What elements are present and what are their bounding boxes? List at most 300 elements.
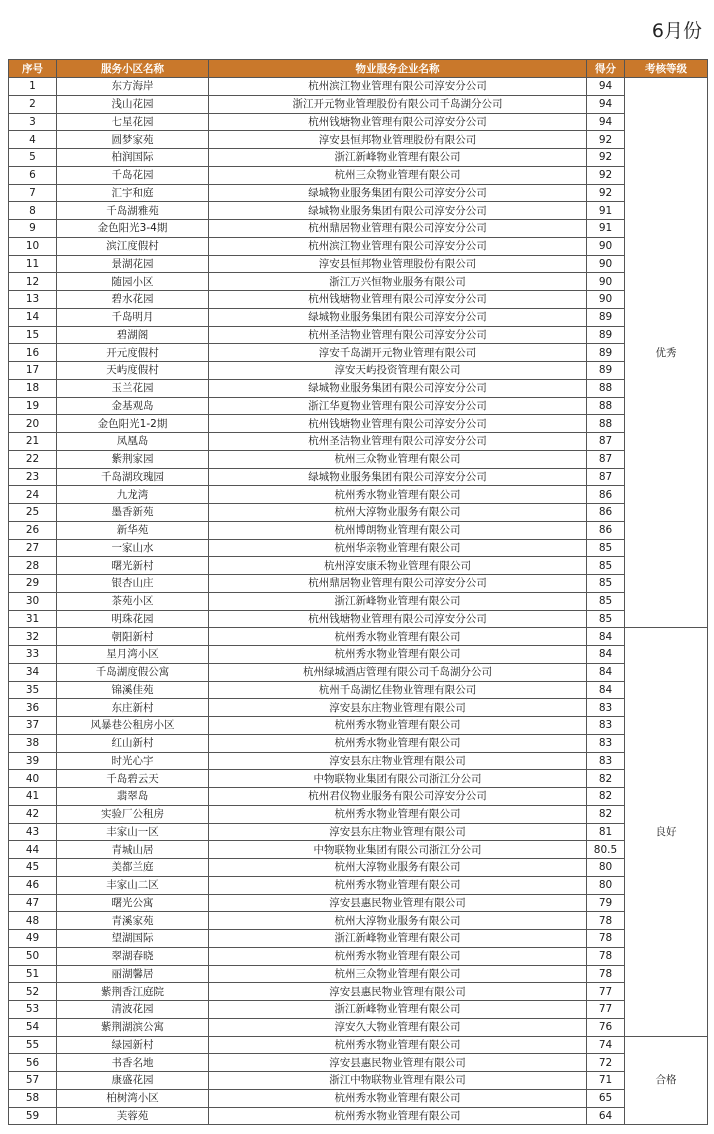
cell-company: 杭州秀水物业管理有限公司 (209, 1089, 587, 1107)
cell-index: 58 (9, 1089, 57, 1107)
table-row (9, 1072, 708, 1090)
table-row (9, 592, 708, 610)
cell-index: 38 (9, 734, 57, 752)
table-row (9, 220, 708, 238)
cell-community: 金基观岛 (57, 397, 209, 415)
cell-company: 杭州滨江物业管理有限公司淳安分公司 (209, 78, 587, 96)
cell-score: 85 (587, 592, 625, 610)
table-row (9, 521, 708, 539)
cell-company: 杭州钱塘物业管理有限公司淳安分公司 (209, 610, 587, 628)
cell-index: 46 (9, 876, 57, 894)
cell-score: 76 (587, 1018, 625, 1036)
cell-score: 88 (587, 415, 625, 433)
table-row (9, 947, 708, 965)
table-row (9, 912, 708, 930)
table-row (9, 841, 708, 859)
table-row (9, 1018, 708, 1036)
cell-community: 千岛湖雅苑 (57, 202, 209, 220)
cell-community: 翡翠岛 (57, 788, 209, 806)
cell-community: 浅山花园 (57, 95, 209, 113)
cell-score: 90 (587, 273, 625, 291)
cell-company: 杭州三众物业管理有限公司 (209, 450, 587, 468)
table-row (9, 770, 708, 788)
cell-score: 90 (587, 255, 625, 273)
cell-community: 碧水花园 (57, 291, 209, 309)
cell-community: 碧湖阁 (57, 326, 209, 344)
cell-company: 杭州秀水物业管理有限公司 (209, 717, 587, 735)
cell-index: 26 (9, 521, 57, 539)
cell-score: 82 (587, 788, 625, 806)
cell-score: 92 (587, 184, 625, 202)
cell-community: 凤凰岛 (57, 433, 209, 451)
cell-company: 淳安千岛湖开元物业管理有限公司 (209, 344, 587, 362)
table-row (9, 788, 708, 806)
cell-index: 25 (9, 504, 57, 522)
cell-company: 浙江华夏物业管理有限公司淳安分公司 (209, 397, 587, 415)
table-row (9, 149, 708, 167)
cell-index: 47 (9, 894, 57, 912)
cell-score: 86 (587, 504, 625, 522)
column-header-score: 得分 (587, 60, 625, 78)
cell-community: 千岛湖度假公寓 (57, 663, 209, 681)
cell-community: 紫荆湖滨公寓 (57, 1018, 209, 1036)
cell-index: 7 (9, 184, 57, 202)
cell-community: 丽湖馨居 (57, 965, 209, 983)
cell-index: 43 (9, 823, 57, 841)
cell-community: 七星花园 (57, 113, 209, 131)
cell-community: 青城山居 (57, 841, 209, 859)
cell-company: 绿城物业服务集团有限公司淳安分公司 (209, 184, 587, 202)
cell-score: 80 (587, 859, 625, 877)
cell-score: 92 (587, 131, 625, 149)
cell-company: 杭州华亲物业管理有限公司 (209, 539, 587, 557)
cell-community: 书香名地 (57, 1054, 209, 1072)
cell-score: 80.5 (587, 841, 625, 859)
cell-company: 淳安县东庄物业管理有限公司 (209, 699, 587, 717)
cell-index: 21 (9, 433, 57, 451)
cell-score: 89 (587, 326, 625, 344)
cell-company: 绿城物业服务集团有限公司淳安分公司 (209, 202, 587, 220)
cell-company: 浙江新峰物业管理有限公司 (209, 149, 587, 167)
cell-score: 90 (587, 237, 625, 255)
cell-index: 30 (9, 592, 57, 610)
cell-score: 78 (587, 965, 625, 983)
cell-index: 53 (9, 1001, 57, 1019)
table-row (9, 78, 708, 96)
cell-company: 杭州秀水物业管理有限公司 (209, 876, 587, 894)
cell-score: 77 (587, 983, 625, 1001)
cell-company: 中物联物业集团有限公司浙江分公司 (209, 841, 587, 859)
cell-company: 淳安县惠民物业管理有限公司 (209, 894, 587, 912)
column-header-grade: 考核等级 (625, 60, 708, 78)
cell-score: 84 (587, 628, 625, 646)
table-row (9, 308, 708, 326)
cell-score: 83 (587, 734, 625, 752)
cell-index: 39 (9, 752, 57, 770)
table-header-row (9, 60, 708, 78)
table-row (9, 575, 708, 593)
cell-score: 92 (587, 166, 625, 184)
table-row (9, 202, 708, 220)
cell-score: 64 (587, 1107, 625, 1125)
cell-company: 杭州鼎居物业管理有限公司淳安分公司 (209, 220, 587, 238)
table-row (9, 362, 708, 380)
table-row (9, 876, 708, 894)
cell-index: 24 (9, 486, 57, 504)
cell-index: 23 (9, 468, 57, 486)
cell-company: 杭州博朗物业管理有限公司 (209, 521, 587, 539)
cell-score: 94 (587, 113, 625, 131)
cell-community: 新华苑 (57, 521, 209, 539)
cell-company: 杭州君仪物业服务有限公司淳安分公司 (209, 788, 587, 806)
cell-community: 圆梦家苑 (57, 131, 209, 149)
cell-community: 红山新村 (57, 734, 209, 752)
cell-index: 45 (9, 859, 57, 877)
table-row (9, 646, 708, 664)
cell-score: 82 (587, 770, 625, 788)
cell-score: 89 (587, 308, 625, 326)
table-row (9, 95, 708, 113)
cell-score: 88 (587, 397, 625, 415)
cell-company: 杭州淳安康禾物业管理有限公司 (209, 557, 587, 575)
cell-index: 29 (9, 575, 57, 593)
cell-community: 紫荆家园 (57, 450, 209, 468)
table-row (9, 681, 708, 699)
cell-index: 22 (9, 450, 57, 468)
table-row (9, 717, 708, 735)
table-row (9, 291, 708, 309)
cell-score: 92 (587, 149, 625, 167)
cell-community: 一家山水 (57, 539, 209, 557)
cell-index: 16 (9, 344, 57, 362)
table-row (9, 113, 708, 131)
cell-index: 57 (9, 1072, 57, 1090)
table-row (9, 699, 708, 717)
cell-company: 淳安县东庄物业管理有限公司 (209, 823, 587, 841)
cell-community: 芙蓉苑 (57, 1107, 209, 1125)
cell-company: 杭州秀水物业管理有限公司 (209, 805, 587, 823)
cell-community: 翠湖春晓 (57, 947, 209, 965)
cell-index: 20 (9, 415, 57, 433)
cell-index: 9 (9, 220, 57, 238)
table-row (9, 1036, 708, 1054)
rating-table (8, 59, 708, 1125)
cell-index: 35 (9, 681, 57, 699)
cell-index: 49 (9, 930, 57, 948)
cell-company: 浙江中物联物业管理有限公司 (209, 1072, 587, 1090)
table-row (9, 504, 708, 522)
cell-score: 85 (587, 557, 625, 575)
cell-index: 19 (9, 397, 57, 415)
table-row (9, 1001, 708, 1019)
cell-company: 杭州秀水物业管理有限公司 (209, 628, 587, 646)
cell-score: 87 (587, 450, 625, 468)
cell-community: 东方海岸 (57, 78, 209, 96)
cell-community: 青溪家苑 (57, 912, 209, 930)
grade-cell: 优秀 (625, 78, 708, 628)
table-row (9, 983, 708, 1001)
cell-community: 九龙湾 (57, 486, 209, 504)
cell-community: 金色阳光3-4期 (57, 220, 209, 238)
cell-community: 汇宇和庭 (57, 184, 209, 202)
table-row (9, 468, 708, 486)
cell-community: 时光心宇 (57, 752, 209, 770)
cell-community: 绿园新村 (57, 1036, 209, 1054)
cell-company: 杭州大淳物业服务有限公司 (209, 859, 587, 877)
cell-community: 美都兰庭 (57, 859, 209, 877)
cell-index: 5 (9, 149, 57, 167)
cell-community: 千岛明月 (57, 308, 209, 326)
table-row (9, 450, 708, 468)
cell-community: 千岛碧云天 (57, 770, 209, 788)
cell-index: 56 (9, 1054, 57, 1072)
cell-index: 2 (9, 95, 57, 113)
cell-community: 开元度假村 (57, 344, 209, 362)
cell-score: 91 (587, 220, 625, 238)
cell-score: 87 (587, 468, 625, 486)
cell-community: 丰家山一区 (57, 823, 209, 841)
cell-community: 锦溪佳苑 (57, 681, 209, 699)
cell-index: 54 (9, 1018, 57, 1036)
cell-company: 浙江新峰物业管理有限公司 (209, 930, 587, 948)
cell-index: 33 (9, 646, 57, 664)
table-row (9, 1089, 708, 1107)
cell-score: 94 (587, 78, 625, 96)
table-row (9, 486, 708, 504)
grade-cell: 合格 (625, 1036, 708, 1125)
table-row (9, 805, 708, 823)
cell-index: 42 (9, 805, 57, 823)
cell-score: 85 (587, 575, 625, 593)
table-row (9, 930, 708, 948)
cell-community: 风暴巷公租房小区 (57, 717, 209, 735)
table-row (9, 273, 708, 291)
cell-score: 78 (587, 912, 625, 930)
cell-community: 明珠花园 (57, 610, 209, 628)
cell-score: 78 (587, 930, 625, 948)
column-header-community: 服务小区名称 (57, 60, 209, 78)
cell-community: 茶苑小区 (57, 592, 209, 610)
cell-community: 千岛花园 (57, 166, 209, 184)
table-row (9, 610, 708, 628)
cell-company: 杭州三众物业管理有限公司 (209, 166, 587, 184)
cell-index: 55 (9, 1036, 57, 1054)
column-header-index: 序号 (9, 60, 57, 78)
cell-company: 杭州秀水物业管理有限公司 (209, 486, 587, 504)
cell-score: 90 (587, 291, 625, 309)
cell-company: 浙江开元物业管理股份有限公司千岛湖分公司 (209, 95, 587, 113)
cell-index: 52 (9, 983, 57, 1001)
cell-company: 杭州秀水物业管理有限公司 (209, 1107, 587, 1125)
cell-company: 杭州大淳物业服务有限公司 (209, 504, 587, 522)
cell-score: 88 (587, 379, 625, 397)
cell-score: 89 (587, 344, 625, 362)
cell-index: 48 (9, 912, 57, 930)
cell-company: 杭州秀水物业管理有限公司 (209, 1036, 587, 1054)
grade-cell: 良好 (625, 628, 708, 1036)
cell-company: 杭州秀水物业管理有限公司 (209, 646, 587, 664)
cell-community: 玉兰花园 (57, 379, 209, 397)
cell-community: 天屿度假村 (57, 362, 209, 380)
cell-index: 6 (9, 166, 57, 184)
table-body (9, 78, 708, 1125)
cell-index: 32 (9, 628, 57, 646)
cell-index: 40 (9, 770, 57, 788)
cell-company: 绿城物业服务集团有限公司淳安分公司 (209, 379, 587, 397)
cell-community: 康盛花园 (57, 1072, 209, 1090)
cell-company: 绿城物业服务集团有限公司淳安分公司 (209, 308, 587, 326)
table-row (9, 415, 708, 433)
cell-score: 91 (587, 202, 625, 220)
cell-index: 28 (9, 557, 57, 575)
cell-score: 79 (587, 894, 625, 912)
table-row (9, 894, 708, 912)
cell-index: 34 (9, 663, 57, 681)
cell-company: 杭州钱塘物业管理有限公司淳安分公司 (209, 291, 587, 309)
cell-score: 94 (587, 95, 625, 113)
table-row (9, 131, 708, 149)
cell-company: 淳安天屿投资管理有限公司 (209, 362, 587, 380)
table-row (9, 557, 708, 575)
cell-score: 71 (587, 1072, 625, 1090)
cell-community: 望湖国际 (57, 930, 209, 948)
cell-community: 紫荆香江庭院 (57, 983, 209, 1001)
cell-index: 41 (9, 788, 57, 806)
cell-company: 杭州钱塘物业管理有限公司淳安分公司 (209, 113, 587, 131)
cell-index: 27 (9, 539, 57, 557)
column-header-company: 物业服务企业名称 (209, 60, 587, 78)
cell-company: 浙江新峰物业管理有限公司 (209, 1001, 587, 1019)
cell-index: 17 (9, 362, 57, 380)
cell-community: 清波花园 (57, 1001, 209, 1019)
cell-company: 杭州三众物业管理有限公司 (209, 965, 587, 983)
cell-index: 50 (9, 947, 57, 965)
cell-index: 15 (9, 326, 57, 344)
cell-community: 墨香新苑 (57, 504, 209, 522)
cell-score: 83 (587, 752, 625, 770)
table-row (9, 397, 708, 415)
cell-company: 绿城物业服务集团有限公司淳安分公司 (209, 468, 587, 486)
cell-community: 随园小区 (57, 273, 209, 291)
cell-company: 浙江万兴恒物业服务有限公司 (209, 273, 587, 291)
cell-company: 中物联物业集团有限公司浙江分公司 (209, 770, 587, 788)
cell-community: 银杏山庄 (57, 575, 209, 593)
cell-company: 淳安县惠民物业管理有限公司 (209, 983, 587, 1001)
cell-score: 78 (587, 947, 625, 965)
cell-community: 东庄新村 (57, 699, 209, 717)
cell-index: 37 (9, 717, 57, 735)
cell-company: 杭州鼎居物业管理有限公司淳安分公司 (209, 575, 587, 593)
cell-company: 杭州圣洁物业管理有限公司淳安分公司 (209, 433, 587, 451)
cell-community: 朝阳新村 (57, 628, 209, 646)
cell-community: 柏润国际 (57, 149, 209, 167)
cell-community: 曙光新村 (57, 557, 209, 575)
cell-index: 59 (9, 1107, 57, 1125)
cell-community: 千岛湖玫瑰园 (57, 468, 209, 486)
cell-company: 杭州秀水物业管理有限公司 (209, 947, 587, 965)
cell-index: 44 (9, 841, 57, 859)
table-row (9, 663, 708, 681)
cell-community: 柏树湾小区 (57, 1089, 209, 1107)
cell-company: 杭州千岛湖忆佳物业管理有限公司 (209, 681, 587, 699)
cell-index: 4 (9, 131, 57, 149)
cell-score: 85 (587, 539, 625, 557)
cell-score: 72 (587, 1054, 625, 1072)
cell-community: 景湖花园 (57, 255, 209, 273)
table-row (9, 823, 708, 841)
table-row (9, 237, 708, 255)
cell-score: 84 (587, 681, 625, 699)
cell-community: 曙光公寓 (57, 894, 209, 912)
cell-index: 11 (9, 255, 57, 273)
cell-score: 89 (587, 362, 625, 380)
cell-score: 83 (587, 699, 625, 717)
cell-index: 1 (9, 78, 57, 96)
table-row (9, 965, 708, 983)
cell-community: 滨江度假村 (57, 237, 209, 255)
cell-community: 金色阳光1-2期 (57, 415, 209, 433)
cell-community: 星月湾小区 (57, 646, 209, 664)
cell-score: 85 (587, 610, 625, 628)
table-row (9, 734, 708, 752)
cell-index: 13 (9, 291, 57, 309)
table-row (9, 1107, 708, 1125)
month-label: 6月份 (651, 20, 702, 42)
cell-company: 杭州滨江物业管理有限公司淳安分公司 (209, 237, 587, 255)
cell-company: 淳安久大物业管理有限公司 (209, 1018, 587, 1036)
table-row (9, 752, 708, 770)
cell-index: 14 (9, 308, 57, 326)
cell-score: 84 (587, 663, 625, 681)
cell-company: 淳安县恒邦物业管理股份有限公司 (209, 255, 587, 273)
table-row (9, 344, 708, 362)
table-row (9, 1054, 708, 1072)
cell-score: 77 (587, 1001, 625, 1019)
cell-index: 12 (9, 273, 57, 291)
cell-community: 实验厂公租房 (57, 805, 209, 823)
cell-score: 82 (587, 805, 625, 823)
table-row (9, 184, 708, 202)
table-row (9, 255, 708, 273)
table-row (9, 379, 708, 397)
cell-company: 杭州秀水物业管理有限公司 (209, 734, 587, 752)
cell-company: 杭州钱塘物业管理有限公司淳安分公司 (209, 415, 587, 433)
cell-index: 3 (9, 113, 57, 131)
table-row (9, 166, 708, 184)
cell-score: 80 (587, 876, 625, 894)
table-row (9, 433, 708, 451)
cell-company: 杭州圣洁物业管理有限公司淳安分公司 (209, 326, 587, 344)
cell-index: 31 (9, 610, 57, 628)
cell-company: 淳安县惠民物业管理有限公司 (209, 1054, 587, 1072)
cell-company: 淳安县东庄物业管理有限公司 (209, 752, 587, 770)
table-row (9, 326, 708, 344)
cell-index: 36 (9, 699, 57, 717)
cell-score: 84 (587, 646, 625, 664)
cell-index: 18 (9, 379, 57, 397)
cell-index: 51 (9, 965, 57, 983)
table-row (9, 539, 708, 557)
cell-company: 杭州绿城酒店管理有限公司千岛湖分公司 (209, 663, 587, 681)
cell-score: 65 (587, 1089, 625, 1107)
cell-company: 杭州大淳物业服务有限公司 (209, 912, 587, 930)
cell-score: 86 (587, 521, 625, 539)
cell-index: 8 (9, 202, 57, 220)
table-row (9, 859, 708, 877)
cell-community: 丰家山二区 (57, 876, 209, 894)
cell-company: 浙江新峰物业管理有限公司 (209, 592, 587, 610)
cell-index: 10 (9, 237, 57, 255)
